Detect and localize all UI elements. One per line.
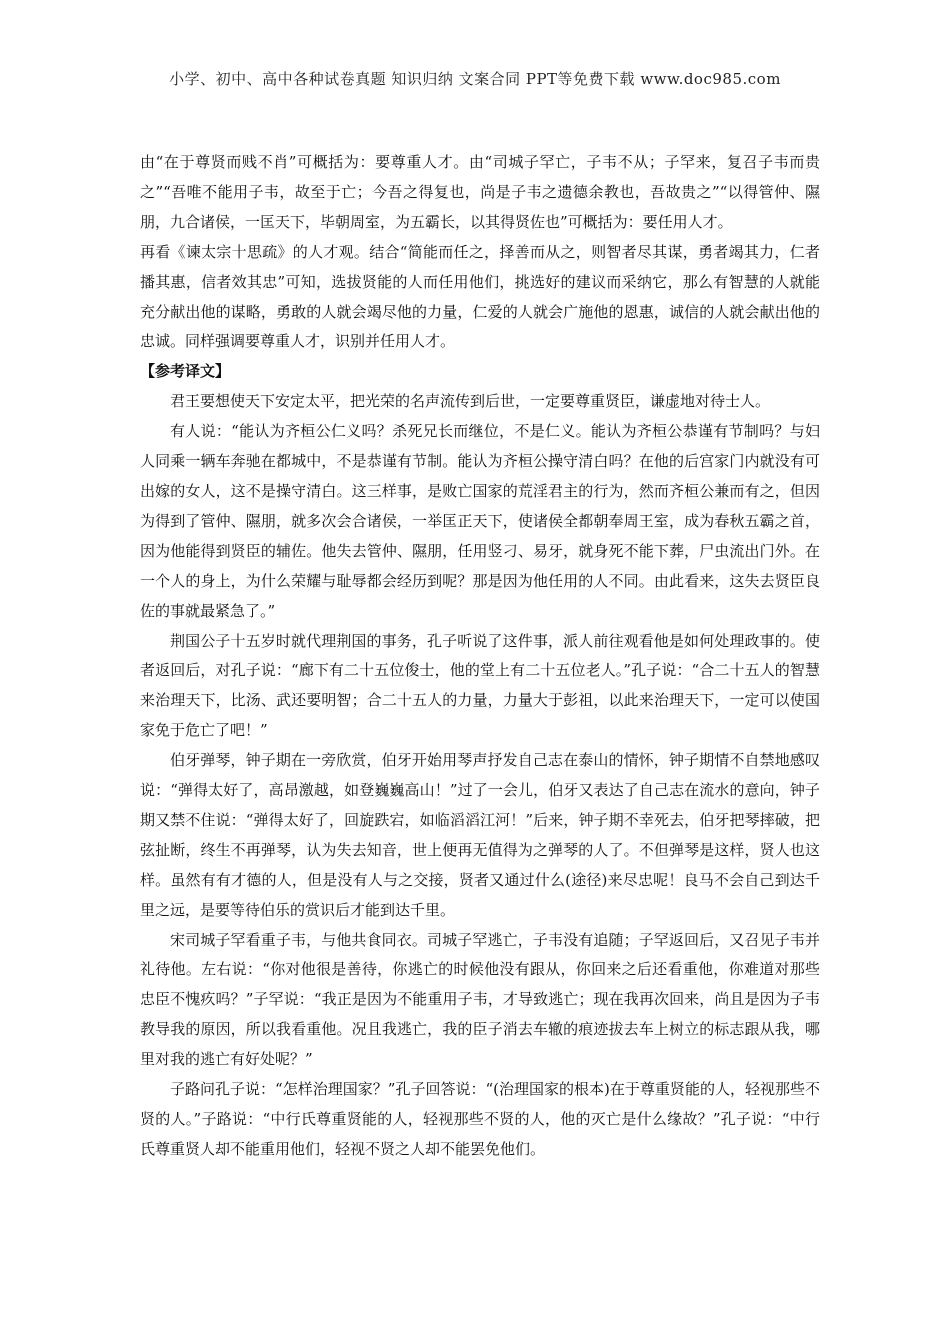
translation-paragraph: 君王要想使天下安定太平，把光荣的名声流传到后世，一定要尊重贤臣，谦虚地对待士人。 (170, 392, 771, 411)
translation-paragraph: 伯牙弹琴，钟子期在一旁欣赏，伯牙开始用琴声抒发自己志在泰山的情怀，钟子期情不自禁地感叹说：“弹得太好了，高昂激越，如登巍巍高山！”过了一会儿，伯牙又表达了自己志在流水的意向，钟子期又禁不住说：“弹得太好了，回旋跌宕，如临滔滔江河！”后来，钟子期不幸死去，伯牙把琴摔破，把弦扯断，终生不再弹琴，认为失去知音，世上便再无值得为之弹琴的人了。不但弹琴是这样，贤人也这样。虽然有有才德的人，但是没有人与之交接，贤者又通过什么(途径)来尽忠呢！良马不会自己到达千里之远，是要等待伯乐的赏识后才能到达千里。 (140, 751, 820, 919)
translation-paragraph: 宋司城子罕看重子韦，与他共食同衣。司城子罕逃亡，子韦没有追随；子罕返回后，又召见子韦并礼待他。左右说：“你对他很是善待，你逃亡的时候他没有跟从，你回来之后还看重他，你难道对那些忠臣不愧疚吗？”子罕说：“我正是因为不能重用子韦，才导致逃亡；现在我再次回来，尚且是因为子韦教导我的原因，所以我看重他。况且我逃亡，我的臣子消去车辙的痕迹拔去车上树立的标志跟从我，哪里对我的逃亡有好处呢？” (140, 930, 820, 1069)
translation-paragraph: 有人说：“能认为齐桓公仁义吗？杀死兄长而继位，不是仁义。能认为齐桓公恭谨有节制吗？与妇人同乘一辆车奔驰在都城中，不是恭谨有节制。能认为齐桓公操守清白吗？在他的后宫家门内就没有可出嫁的女人，这不是操守清白。这三样事，是败亡国家的荒淫君主的行为，然而齐桓公兼而有之，但因为得到了管仲、隰朋，就多次会合诸侯，一举匡正天下，使诸侯全都朝奉周王室，成为春秋五霸之首，因为他能得到贤臣的辅佐。他失去管仲、隰朋，任用竖刁、易牙，就身死不能下葬，尸虫流出门外。在一个人的身上，为什么荣耀与耻辱都会经历到呢？那是因为他任用的人不同。由此看来，这失去贤臣良佐的事就最紧急了。” (140, 422, 820, 620)
page-header: 小学、初中、高中各种试卷真题 知识归纳 文案合同 PPT等免费下载 www.doc985.com (169, 70, 781, 88)
section-heading: 【参考译文】 (140, 362, 231, 381)
analysis-paragraph: 再看《谏太宗十思疏》的人才观。结合“简能而任之，择善而从之，则智者尽其谋，勇者竭其力，仁者播其惠，信者效其忠”可知，选拔贤能的人而任用他们，挑选好的建议而采纳它，那么有智慧的人就能充分献出他的谋略，勇敢的人就会竭尽他的力量，仁爱的人就会广施他的恩惠，诚信的人就会献出他的忠诚。同样强调要尊重人才，识别并任用人才。 (140, 242, 820, 351)
document-body (140, 148, 820, 1165)
analysis-paragraph: 由“在于尊贤而贱不肖”可概括为：要尊重人才。由“司城子罕亡，子韦不从；子罕来，复召子韦而贵之”“吾唯不能用子韦，故至于亡；今吾之得复也，尚是子韦之遗德余教也，吾故贵之”“以得管仲、隰朋，九合诸侯，一匡天下，毕朝周室，为五霸长，以其得贤佐也”可概括为：要任用人才。 (140, 153, 820, 231)
translation-paragraph: 子路问孔子说：“怎样治理国家？”孔子回答说：“(治理国家的根本)在于尊重贤能的人，轻视那些不贤的人。”子路说：“中行氏尊重贤能的人，轻视那些不贤的人，他的灭亡是什么缘故？”孔子说：“中行氏尊重贤人却不能重用他们，轻视不贤之人却不能罢免他们。 (140, 1080, 820, 1158)
translation-paragraph: 荆国公子十五岁时就代理荆国的事务，孔子听说了这件事，派人前往观看他是如何处理政事的。使者返回后，对孔子说：“廊下有二十五位俊士，他的堂上有二十五位老人。”孔子说：“合二十五人的智慧来治理天下，比汤、武还要明智；合二十五人的力量，力量大于彭祖，以此来治理天下，一定可以使国家免于危亡了吧！” (140, 631, 820, 740)
